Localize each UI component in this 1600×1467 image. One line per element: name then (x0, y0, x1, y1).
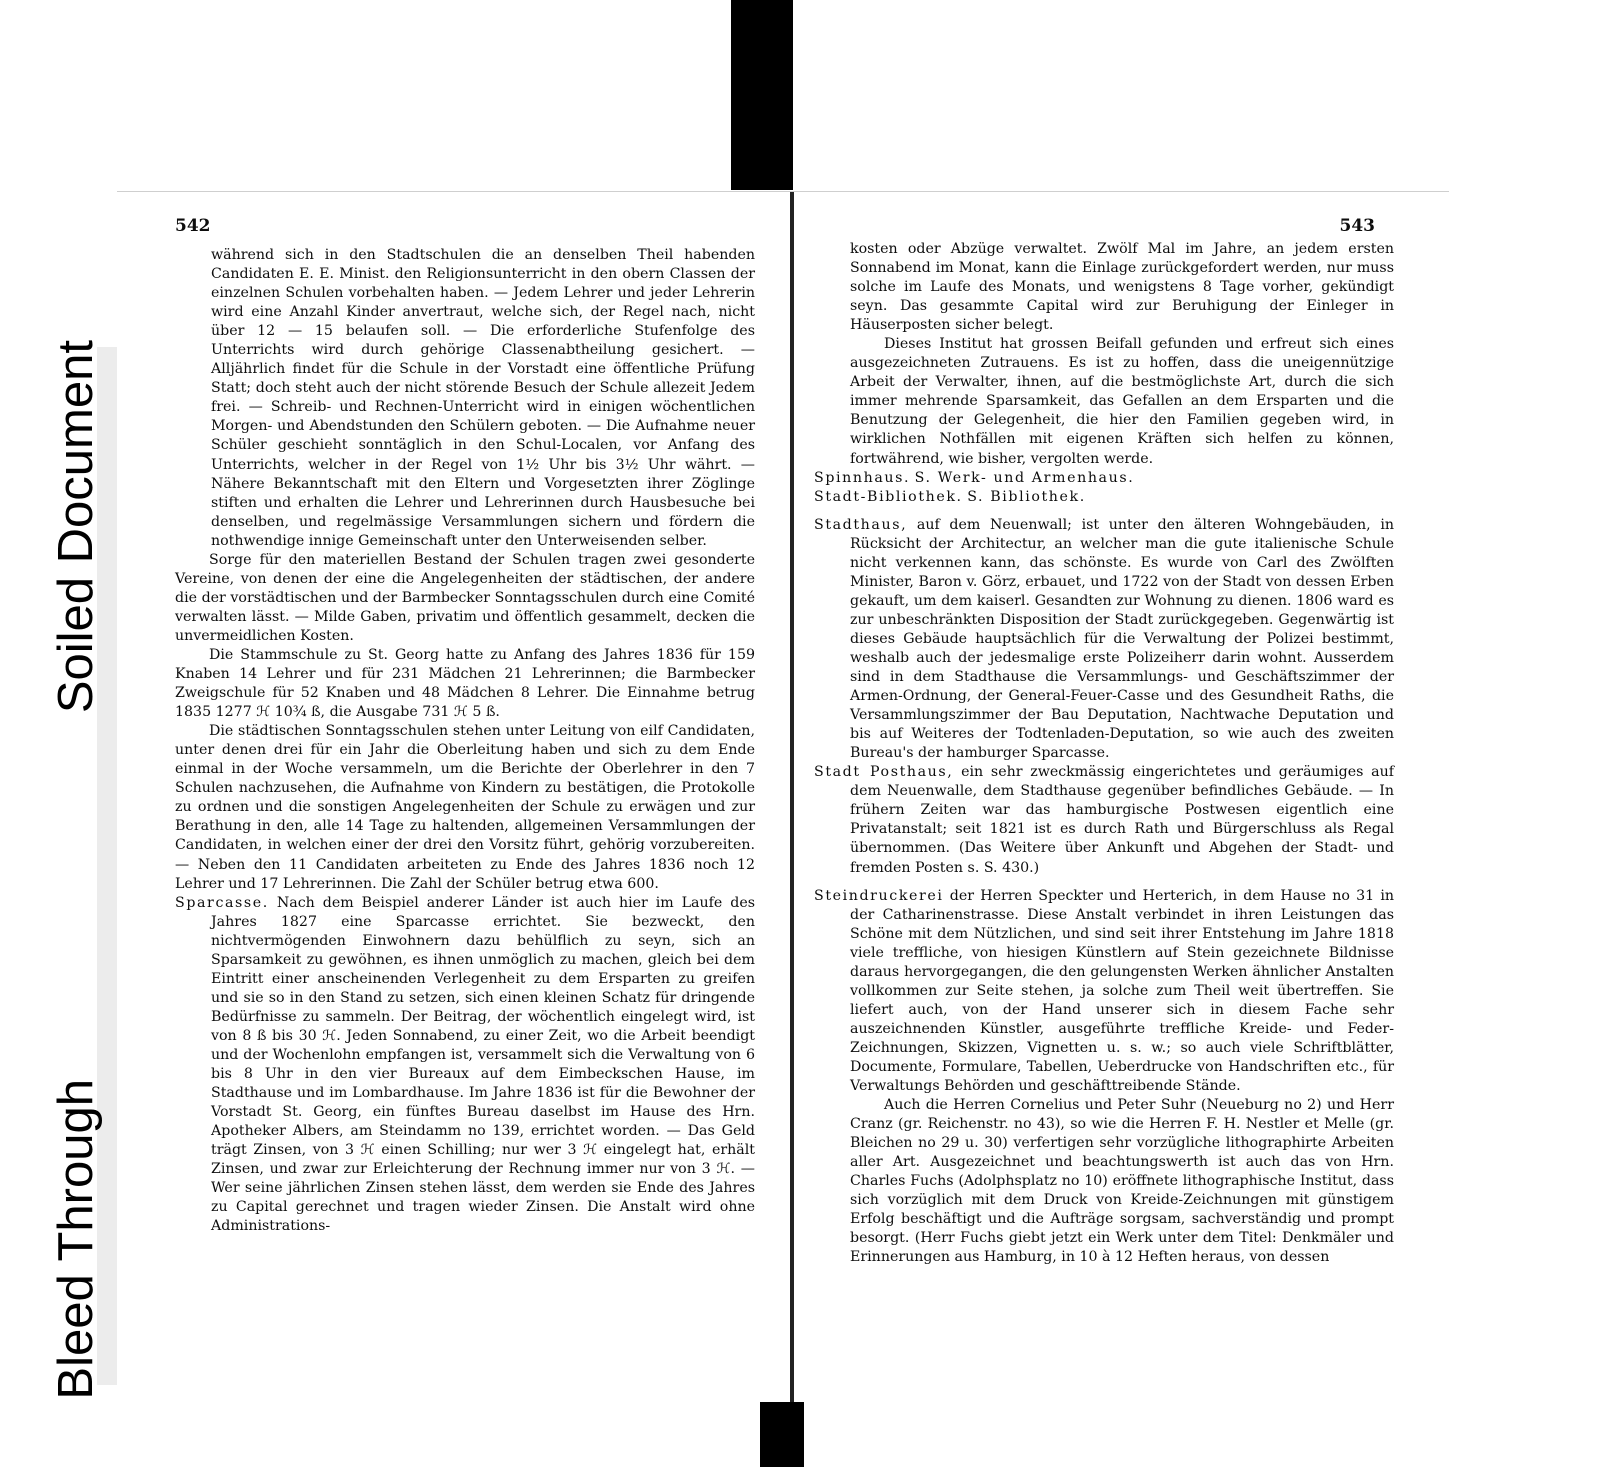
paragraph: Auch die Herren Cornelius und Peter Suhr (Neueburg no 2) und Herr Cranz (gr. Reichenstr. no 43), so wie die Herren F. H. Nestler et Melle (gr. Bleichen no 29 u. 30) verfertigen sehr vorzügliche lithographirte Arbeiten aller Art. Ausgezeichnet und beachtungswerth ist auch das von Hrn. Charles Fuchs (Adolphsplatz no 10) eröffnete lithographische Institut, dass sich vorzüglich mit dem Druck von Kreide-Zeichnungen mit günstigem Erfolg beschäftigt und die Aufträge sorgsam, sachverständig und prompt besorgt. (Herr Fuchs giebt jetzt ein Werk unter dem Titel: Denkmäler und Erinnerungen aus Hamburg, in 10 à 12 Heften heraus, von dessen (850, 1097, 1394, 1266)
scan-labels (40, 340, 112, 1400)
left-page (117, 192, 790, 1402)
paragraph: kosten oder Abzüge verwaltet. Zwölf Mal im Jahre, an jedem ersten Sonnabend im Monat, kann die Einlage zurückgefordert werden, nur muss solche im Laufe des Monats, und wenigstens 8 Tage vorher, gekündigt seyn. Das gesammte Capital wird zur Beruhigung der Einleger in Häuserposten sicher belegt. (850, 241, 1394, 334)
entry-body: der Herren Speckter und Herterich, in dem Hause no 31 in der Catharinenstrasse. Diese Anstalt verbindet in ihren Leistungen das Schöne mit dem Nützlichen, und sind seit ihrer Entstehung im Jahre 1818 viele treffliche, von hiesigen Künstlern auf Stein gezeichnete Bildnisse daraus hervorgegangen, die den gelungensten Werken ähnlicher Anstalten vollkommen zur Seite stehen, ja solche zum Theil weit übertreffen. Sie liefert auch, von der Hand unserer sich in diesem Fache sehr auszeichnenden Künstler, ausgeführte treffliche Kreide- und Feder-Zeichnungen, Skizzen, Vignetten u. s. w.; so auch viele Schriftblätter, Documente, Formulare, Tabellen, Ueberdrucke von Handschriften etc., für Verwaltungs Behörden und geschäfttreibende Stände. (850, 887, 1395, 1095)
entry-body: auf dem Neuenwall; ist unter den älteren Wohngebäuden, in Rücksicht der Architectur, an welcher man die gute italienische Schule nicht verkennen kann, das schönste. Es wurde von Carl des Zwölften Minister, Baron v. Görz, erbauet, und 1722 von der Stadt von dessen Erben gekauft, um dem kaiserl. Gesandten zur Wohnung zu dienen. 1806 ward es zur unbeschränkten Disposition der Stadt zurückgegeben. Gegenwärtig ist dieses Gebäude hauptsächlich für die Verwaltung der Polizei bestimmt, weshalb auch der jedesmalige erste Polizeiherr darin wohnt. Ausserdem sind in dem Stadthause die Versammlungs- und Geschäftszimmer der Armen-Ordnung, der General-Feuer-Casse und des Gesundheit Raths, die Versammlungszimmer der Bau Deputation, Nachtwache Deputation und bis auf Weiteres der Todtenladen-Deputation, so wie auch des zweiten Bureau's der hamburger Sparcasse. (850, 516, 1394, 762)
entry-heading: Stadt Posthaus, (814, 764, 954, 781)
entry-stadthaus (814, 516, 1394, 764)
entry-body: S. Bibliothek. (967, 488, 1086, 505)
entry-body: Nach dem Beispiel anderer Länder ist auch hier im Laufe des Jahres 1827 eine Sparcasse errichtet. Sie bezweckt, den nichtvermögenden Einwohnern dazu behülflich zu seyn, sich an Sparsamkeit zu gewöhnen, es ihnen unmöglich zu machen, gleich bei dem Eintritt einer anscheinenden Verlegenheit zu dem Ersparten zu greifen und sie so in den Stand zu setzen, sich einen kleinen Schatz für dringende Bedürfnisse zu sammeln. Der Beitrag, der wöchentlich eingelegt wird, ist von 8 ß bis 30 ℋ. Jeden Sonnabend, zu einer Zeit, wo die Arbeit beendigt und der Wochenlohn empfangen ist, versammelt sich die Verwaltung von 6 bis 8 Uhr in den vier Bureaux auf dem Eimbeckschen Hause, im Stadthause und im Lombardhause. Im Jahre 1836 ist für die Bewohner der Vorstadt St. Georg, ein fünftes Bureau daselbst im Hause des Hrn. Apotheker Albers, am Steindamm no 139, errichtet worden. — Das Geld trägt Zinsen, von 3 ℋ einen Schilling; nur wer 3 ℋ eingelegt hat, erhält Zinsen, und zwar zur Erleichterung der Rechnung immer nur von 3 ℋ. — Wer seine jährlichen Zinsen stehen lässt, dem werden sie Ende des Jahres zu Capital gerechnet und tragen wieder Zinsen. Die Anstalt wird ohne Administrations- (211, 894, 755, 1235)
book-spread (117, 191, 1449, 1402)
paragraph: Dieses Institut hat grossen Beifall gefunden und erfreut sich eines ausgezeichneten Zutrauens. Es ist zu hoffen, dass die uneigennützige Arbeit der Verwalter, ihnen, auf die bestmöglichste Art, durch die sich immer mehrende Sparsamkeit, das Gefallen an dem Ersparten und die Benutzung der Gelegenheit, die hier den Familien gegeben wird, in wirklichen Nothfällen mit eigenen Kräften sich helfen zu können, fortwährend, wie bisher, vergolten werde. (850, 336, 1394, 467)
book-binding-top (731, 0, 793, 190)
entry-steindruckerei (814, 887, 1394, 1097)
entry-sparcasse (175, 894, 755, 1237)
page-number: 542 (175, 216, 211, 236)
right-page (790, 192, 1453, 1402)
soiled-document-label: Soiled Document (49, 340, 103, 714)
entry-heading: Steindruckerei (814, 887, 944, 904)
left-page-text (175, 246, 755, 1236)
book-binding-bottom (760, 1400, 804, 1467)
bleed-through-label: Bleed Through (49, 1079, 103, 1400)
paragraph: Die städtischen Sonntagsschulen stehen unter Leitung von eilf Candidaten, unter denen drei für ein Jahr die Oberleitung haben und sich zu dem Ende einmal in der Woche versammeln, um die Berichte der Oberlehrer in den 7 Schulen nachzusehen, die Aufnahme von Kindern zu bestätigen, die Protokolle zu ordnen und die sonstigen Angelegenheiten der Schule zu erwägen und zur Berathung in den, alle 14 Tage zu haltenden, allgemeinen Versammlungen der Candidaten, in welchen einer der drei den Vorsitz führt, gehörig vorzubereiten. — Neben den 11 Candidaten arbeiteten zu Ende des Jahres 1836 noch 12 Lehrer und 17 Lehrerinnen. Die Zahl der Schüler betrug etwa 600. (175, 723, 755, 892)
entry-stadt-bibliothek (814, 488, 1394, 507)
page-number: 543 (1339, 216, 1375, 236)
entry-heading: Stadt-Bibliothek. (814, 488, 963, 505)
right-page-text (814, 240, 1394, 1267)
paragraph: während sich in den Stadtschulen die an denselben Theil habenden Candidaten E. E. Minist. den Religionsunterricht in den obern Classen der einzelnen Schulen vorbehalten haben. — Jedem Lehrer und jeder Lehrerin wird eine Anzahl Kinder anvertraut, welche sich, der Regel nach, nicht über 12 — 15 belaufen soll. — Die erforderliche Stufenfolge des Unterrichts wird durch gehörige Classenabtheilung gesichert. — Alljährlich findet für die Schule in der Vorstadt eine öffentliche Prüfung Statt; doch steht auch der nicht störende Besuch der Schule allezeit Jedem frei. — Schreib- und Rechnen-Unterricht wird in einigen wöchentlichen Morgen- und Abendstunden den Schülern geboten. — Die Aufnahme neuer Schüler geschieht sonntäglich in den Schul-Localen, vor Anfang des Unterrichts, welcher in der Regel von 1½ Uhr bis 3½ Uhr währt. — Nähere Bekanntschaft mit den Eltern und Vorgesetzten ihrer Zöglinge stiften und erhalten die Lehrer und Lehrerinnen durch Hausbesuche bei denselben, und regelmässige Versammlungen sichern und fördern die nothwendige innige Gemeinschaft unter den Unterweisenden selber. (211, 247, 755, 549)
paragraph: Sorge für den materiellen Bestand der Schulen tragen zwei gesonderte Vereine, von denen der eine die Angelegenheiten der städtischen, der andere die der vorstädtischen und der Barmbecker Sonntagsschulen durch eine Comité verwalten lässt. — Milde Gaben, privatim und öffentlich gesammelt, decken die unvermeidlichen Kosten. (175, 551, 755, 644)
entry-body: ein sehr zweckmässig eingerichtetes und geräumiges auf dem Neuenwalle, dem Stadthause gegenüber befindliches Gebäude. — In frühern Zeiten war das hamburgische Postwesen eigentlich eine Privatanstalt; seit 1821 ist es durch Rath und Bürgerschluss als Regal übernommen. (Das Weitere über Ankunft und Abgehen der Stadt- und fremden Posten s. S. 430.) (850, 764, 1394, 876)
entry-heading: Sparcasse. (175, 894, 269, 911)
entry-stadt-posthaus (814, 763, 1394, 877)
entry-body: S. Werk- und Armenhaus. (914, 469, 1135, 486)
entry-spinnhaus (814, 469, 1394, 488)
entry-heading: Stadthaus, (814, 516, 908, 533)
paragraph: Die Stammschule zu St. Georg hatte zu Anfang des Jahres 1836 für 159 Knaben 14 Lehrer und für 231 Mädchen 21 Lehrerinnen; die Barmbecker Zweigschule für 52 Knaben und 48 Mädchen 8 Lehrer. Die Einnahme betrug 1835 1277 ℋ 10¾ ß, die Ausgabe 731 ℋ 5 ß. (175, 646, 755, 721)
entry-heading: Spinnhaus. (814, 469, 911, 486)
